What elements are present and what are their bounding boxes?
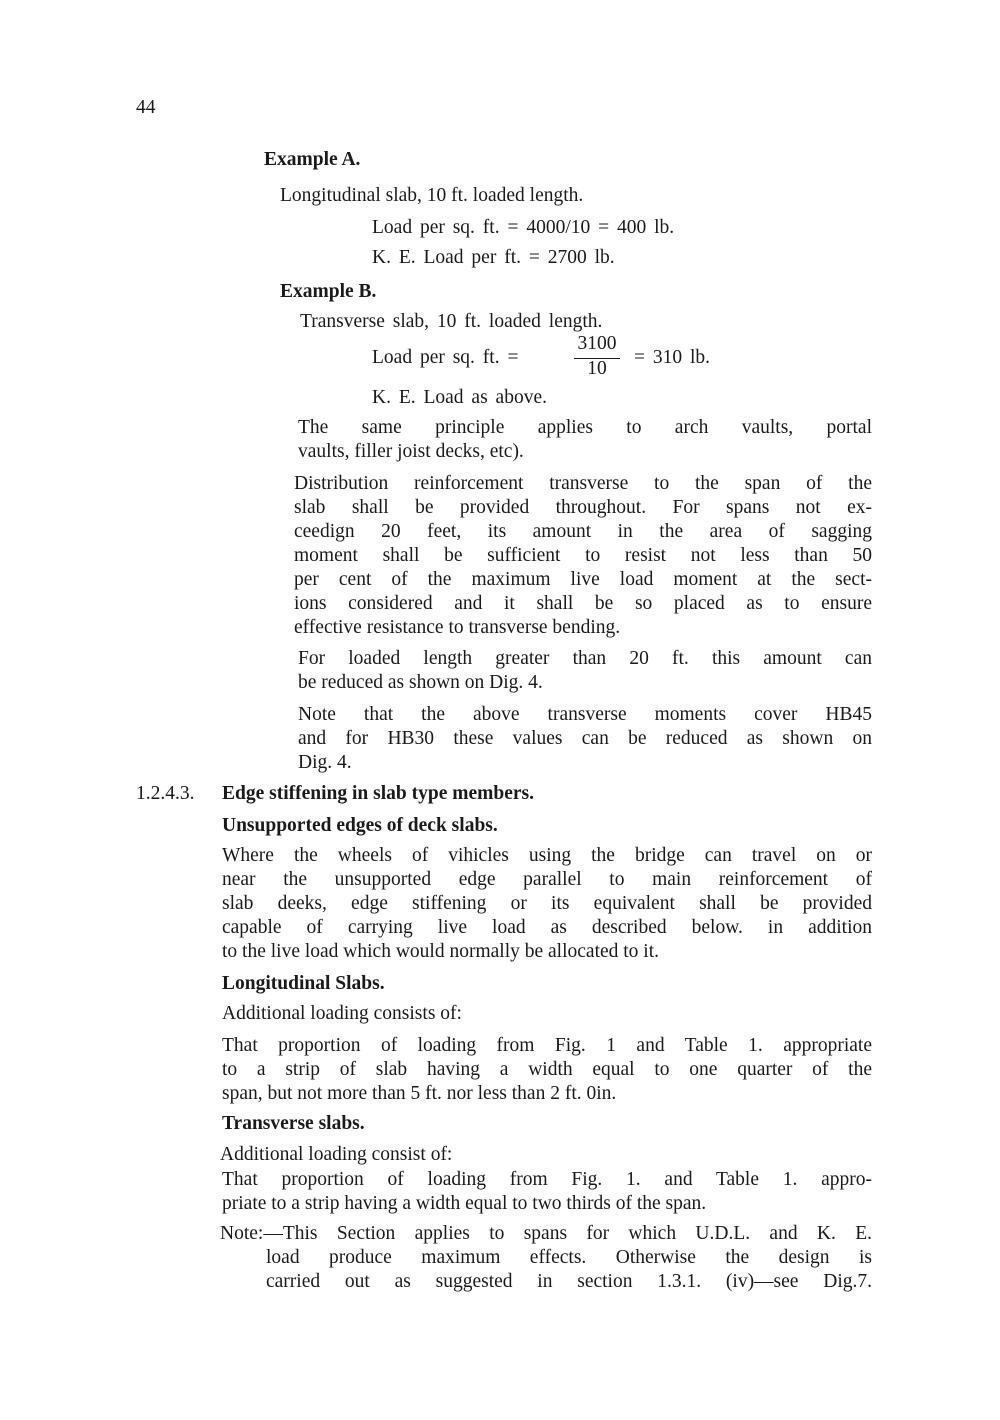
paragraph-distribution: [294, 472, 872, 640]
text-line: capable of carrying live load as described below. in addition: [222, 917, 872, 938]
text-line: That proportion of loading from Fig. 1. and Table 1. appro-: [222, 1169, 872, 1190]
text-line: For loaded length greater than 20 ft. this amount can: [298, 648, 872, 669]
text-line: vaults, filler joist decks, etc).: [298, 441, 524, 462]
text-line: to a strip of slab having a width equal to one quarter of the: [222, 1059, 872, 1080]
text-line: effective resistance to transverse bending.: [294, 617, 621, 638]
example-b-heading: Example B.: [280, 281, 377, 302]
page-number: 44: [136, 97, 156, 118]
text-line: Note that the above transverse moments cover HB45: [298, 704, 872, 725]
paragraph-wheels: [222, 844, 872, 964]
transverse-intro: Additional loading consist of:: [220, 1144, 453, 1165]
text-line: per cent of the maximum live load moment at the sect-: [294, 569, 872, 590]
text-line: load produce maximum effects. Otherwise the design is: [266, 1247, 872, 1268]
text-line: to the live load which would normally be allocated to it.: [222, 941, 660, 962]
section-subheading: Unsupported edges of deck slabs.: [222, 815, 498, 836]
text-line: and for HB30 these values can be reduced as shown on: [298, 728, 872, 749]
example-b-load-label: Load per sq. ft. =: [372, 347, 519, 368]
paragraph-longitudinal: [222, 1034, 872, 1106]
longitudinal-heading: Longitudinal Slabs.: [222, 973, 385, 994]
text-line: Distribution reinforcement transverse to the span of the: [294, 473, 872, 494]
text-line: carried out as suggested in section 1.3.1. (iv)—see Dig.7.: [266, 1271, 872, 1292]
paragraph-transverse: [222, 1168, 872, 1216]
paragraph-principle: [298, 416, 872, 464]
section-title: Edge stiffening in slab type members.: [222, 783, 534, 804]
text-line: Where the wheels of vihicles using the bridge can travel on or: [222, 845, 872, 866]
example-a-heading: Example A.: [264, 149, 361, 170]
text-line: The same principle applies to arch vaults, portal: [298, 417, 872, 438]
example-b-fraction: [574, 332, 620, 381]
fraction-denominator: 10: [587, 358, 607, 379]
paragraph-loaded-length: [298, 647, 872, 695]
text-line: Dig. 4.: [298, 752, 352, 773]
text-line: span, but not more than 5 ft. nor less than 2 ft. 0in.: [222, 1083, 617, 1104]
example-a-line: K. E. Load per ft. = 2700 lb.: [372, 247, 615, 268]
text-line: ceedign 20 feet, its amount in the area of sagging: [294, 521, 872, 542]
text-line: slab shall be provided throughout. For spans not ex-: [294, 497, 872, 518]
longitudinal-intro: Additional loading consists of:: [222, 1003, 462, 1024]
transverse-heading: Transverse slabs.: [222, 1113, 365, 1134]
text-line: ions considered and it shall be so placed as to ensure: [294, 593, 872, 614]
example-b-line: K. E. Load as above.: [372, 387, 547, 408]
example-b-line: Transverse slab, 10 ft. loaded length.: [300, 311, 603, 332]
section-number: 1.2.4.3.: [136, 783, 195, 804]
text-line: be reduced as shown on Dig. 4.: [298, 672, 543, 693]
text-line: Note:—This Section applies to spans for which U.D.L. and K. E.: [220, 1223, 872, 1244]
fraction-numerator: 3100: [577, 333, 617, 354]
text-line: moment shall be sufficient to resist not less than 50: [294, 545, 872, 566]
example-a-line: Longitudinal slab, 10 ft. loaded length.: [280, 185, 584, 206]
text-line: That proportion of loading from Fig. 1 and Table 1. appropriate: [222, 1035, 872, 1056]
text-line: priate to a strip having a width equal to two thirds of the span.: [222, 1193, 707, 1214]
example-a-line: Load per sq. ft. = 4000/10 = 400 lb.: [372, 217, 675, 238]
text-line: near the unsupported edge parallel to main reinforcement of: [222, 869, 872, 890]
final-note: [220, 1222, 872, 1294]
paragraph-note-moments: [298, 703, 872, 775]
example-b-load-result: = 310 lb.: [634, 347, 711, 368]
text-line: slab deeks, edge stiffening or its equivalent shall be provided: [222, 893, 872, 914]
